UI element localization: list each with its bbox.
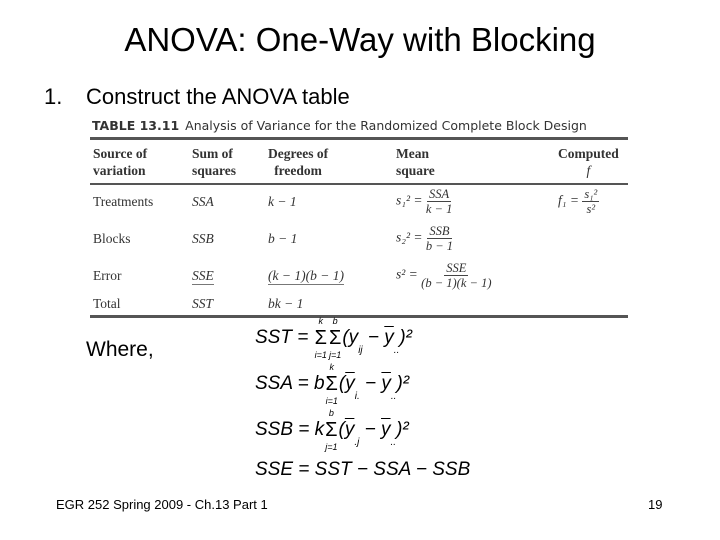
bullet-text: Construct the ANOVA table [86,84,350,109]
header-source [93,145,147,179]
slide-title: ANOVA: One-Way with Blocking [124,21,596,58]
sigma-icon: b Σ j=1 [325,408,338,452]
sst-lhs: SST = [255,327,309,348]
table-rule-top [90,137,628,140]
table-caption [92,118,587,134]
header-mean-line1: Mean [396,146,429,161]
footer-text: EGR 252 Spring 2009 - Ch.13 Part 1 [56,497,268,512]
table-label: TABLE 13.11 [92,118,180,133]
header-dof [268,145,328,179]
formula-sse: SSE = SST − SSA − SSB [255,459,471,480]
row-treatments-ms: s₁² = $\frac{\text{SSA}}{k - 1}$ [396,187,453,216]
table-rule-header [90,183,628,185]
header-sum-line1: Sum of [192,146,233,161]
row-error-ss: SSE [192,268,214,283]
row-blocks-df: b − 1 [268,231,298,246]
formula-ssb: SSB = k b Σ j=1 ( $\overline{y}$ $_{.j}$ − $\overline{y}$ $_{..}$ )² [255,408,409,452]
where-label: Where, [86,338,154,361]
ssa-lhs: SSA = b [255,373,325,394]
row-error-source: Error [93,268,122,283]
header-f-line2: f [586,163,591,178]
sigma-icon: b Σ j=1 [328,316,342,360]
row-treatments-f: f₁ = $\frac{\text{s₁²}}{\text{s²}}$ [558,187,598,216]
bullet-number: 1. [44,84,63,109]
formula-ssa: SSA = b k Σ i=1 ( $\overline{y}$ $_{i.}$ − $\overline{y}$ $_{..}$ )² [255,362,410,406]
header-dof-line1: Degrees of [268,146,329,161]
ssb-lhs: SSB = k [255,419,325,440]
sigma-icon: k Σ i=1 [314,316,327,360]
header-f-line1: Computed [558,146,619,161]
row-error-ms: s² = $\frac{\text{SSE}}{(b - 1)(k - 1)}$ [396,261,492,290]
row-blocks-ms: s₂² = $\frac{\text{SSB}}{b - 1}$ [396,224,454,253]
row-total-ss: SST [192,296,214,311]
header-mean [396,145,435,179]
header-mean-line2: square [396,163,435,178]
header-source-line2: variation [93,163,146,178]
row-blocks-source: Blocks [93,231,131,246]
anova-table [90,118,628,318]
table-caption-text: Analysis of Variance for the Randomized Complete Block Design [185,118,587,133]
header-sum [192,145,236,179]
formula-sst: SST = k Σ i=1 b Σ j=1 (y $_{ij}$ − $\overline{y}$ $_{..}$ )² [255,316,413,360]
row-treatments-ss: SSA [192,194,214,209]
header-f [558,145,619,179]
bullet-item [44,84,350,110]
row-blocks-ss: SSB [192,231,214,246]
row-treatments-df: k − 1 [268,194,297,209]
row-total-df: bk − 1 [268,296,304,311]
header-source-line1: Source of [93,146,148,161]
page-number: 19 [648,497,663,512]
header-dof-line2: freedom [274,163,322,178]
sigma-icon: k Σ i=1 [325,362,338,406]
row-error-df: (k − 1)(b − 1) [268,268,344,283]
header-sum-line2: squares [192,163,237,178]
row-treatments-source: Treatments [93,194,154,209]
row-total-source: Total [93,296,121,311]
